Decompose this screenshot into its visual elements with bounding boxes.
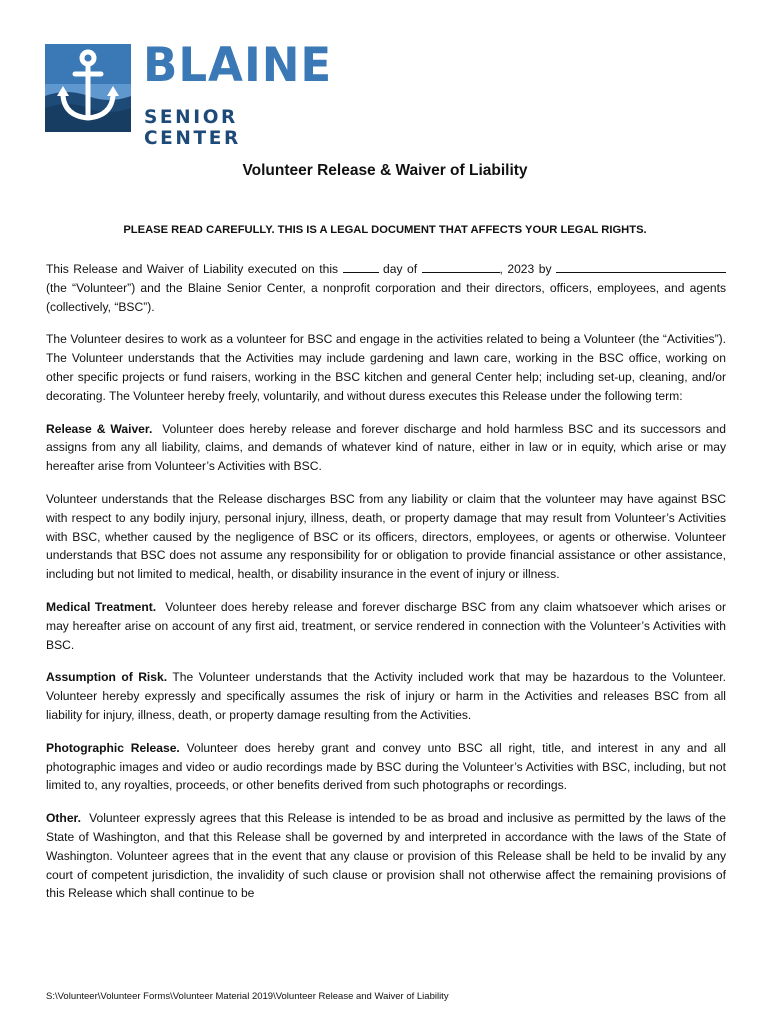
document-title: Volunteer Release & Waiver of Liability	[242, 162, 528, 179]
intro-text-4: (the “Volunteer”) and the Blaine Senior Center, a nonprofit corporation and their directors, officers, employees, and agents (collectively, “BSC”).	[46, 280, 726, 314]
logo-subtitle: SENIOR CENTER	[144, 107, 241, 149]
risk-paragraph	[46, 668, 726, 724]
release-text: Volunteer does hereby release and forever discharge and hold harmless BSC and its successors and assigns from any all liability, claims, and demands of whatever kind of nature, either in law or in equity, which arise or may hereafter arise from Volunteer’s Activities with BSC.	[46, 421, 726, 474]
intro-text-3: , 2023 by	[499, 262, 552, 276]
medical-heading: Medical Treatment.	[46, 599, 157, 614]
photo-text: Volunteer does hereby grant and convey unto BSC all right, title, and interest in any and all photographic images and video or audio recordings made by BSC during the Volunteer’s Activities with BSC, including, but not limited to, any royalties, proceeds, or other benefits derived from such photographs or recordings.	[46, 740, 726, 793]
medical-text: Volunteer does hereby release and forever discharge BSC from any claim whatsoever which arises or may hereafter arise on account of any first aid, treatment, or service rendered in connection with the Volunteer’s Activities with BSC.	[46, 599, 726, 652]
intro-paragraph	[46, 260, 726, 316]
anchor-icon	[45, 44, 131, 132]
logo-wordmark: BLAINE	[143, 38, 333, 93]
desire-paragraph: The Volunteer desires to work as a volunteer for BSC and engage in the activities related to being a Volunteer (the “Activities”). The Volunteer understands that the Activities may include gardening and lawn care, working in the BSC office, working on other specific projects or fund raisers, working in the BSC kitchen and general Center help; including set-up, cleaning, and/or decorating. The Volunteer hereby freely, voluntarily, and without duress executes this Release under the following term:	[46, 332, 726, 403]
legal-warning: PLEASE READ CAREFULLY. THIS IS A LEGAL DOCUMENT THAT AFFECTS YOUR LEGAL RIGHTS.	[123, 224, 647, 236]
other-paragraph	[46, 809, 726, 903]
release-heading: Release & Waiver.	[46, 421, 153, 436]
risk-text: The Volunteer understands that the Activity included work that may be hazardous to the Volunteer. Volunteer hereby expressly and specifically assumes the risk of injury or harm in the Activities and releases BSC from all liability for injury, illness, death, or property damage resulting from the Activities.	[46, 670, 726, 722]
intro-text-2: day of	[383, 262, 418, 276]
understands-paragraph: Volunteer understands that the Release discharges BSC from any liability or claim that the volunteer may have against BSC with respect to any bodily injury, personal injury, illness, death, or property damage that may result from Volunteer’s Activities with BSC, whether caused by the negligence of BSC or its officers, directors, employees, or agents or otherwise. Volunteer understands that BSC does not assume any responsibility for or obligation to provide financial assistance or other assistance, including but not limited to medical, health, or disability insurance in the event of injury or illness.	[46, 491, 726, 582]
document-body	[46, 260, 726, 917]
file-path-footer: S:\Volunteer\Volunteer Forms\Volunteer Material 2019\Volunteer Release and Waiver of Liability	[46, 991, 449, 1002]
risk-heading: Assumption of Risk.	[46, 670, 168, 685]
photo-paragraph	[46, 739, 726, 795]
medical-paragraph	[46, 598, 726, 654]
other-text: Volunteer expressly agrees that this Release is intended to be as broad and inclusive as permitted by the laws of the State of Washington, and that this Release shall be governed by and interpreted in accordance with the laws of the State of Washington. Volunteer agrees that in the event that any clause or provision of this Release shall be held to be invalid by any court of competent jurisdiction, the invalidity of such clause or provision shall not otherwise affect the remaining provisions of this Release which shall continue to be	[46, 811, 726, 901]
photo-heading: Photographic Release.	[46, 740, 180, 755]
release-paragraph	[46, 420, 726, 476]
other-heading: Other.	[46, 811, 81, 826]
day-blank[interactable]	[343, 260, 379, 273]
intro-text-1: This Release and Waiver of Liability executed on this	[46, 262, 339, 276]
blaine-senior-center-logo	[45, 38, 335, 149]
month-blank[interactable]	[422, 260, 500, 273]
volunteer-name-blank[interactable]	[556, 260, 726, 273]
